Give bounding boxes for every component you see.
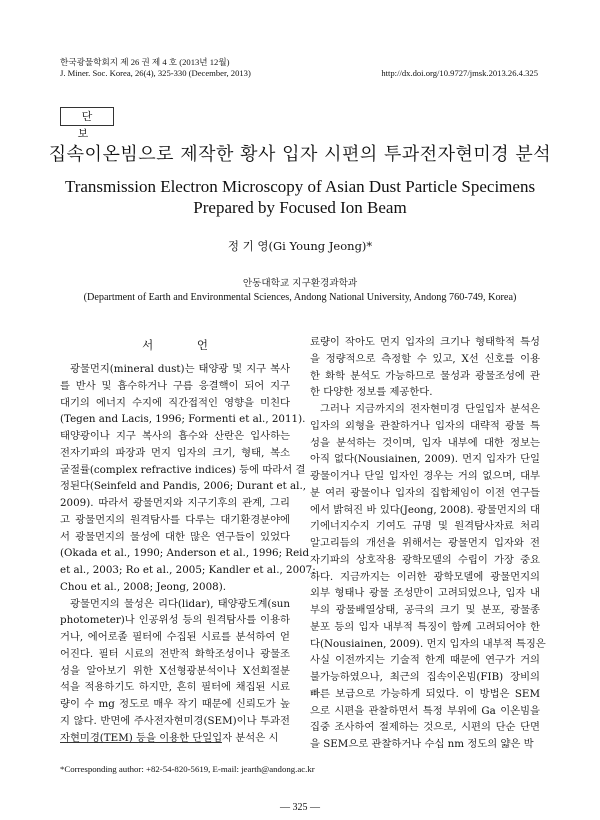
- text-line: 성을 알아보기 위한 X선형광분석이나 X선회절분: [60, 664, 290, 677]
- text-line: 정된다(Seinfeld and Pandis, 2006; Durant et al.,: [60, 480, 306, 493]
- text-line: 그러나 지금까지의 전자현미경 단일입자 분석은: [320, 403, 540, 415]
- paragraph: [310, 401, 546, 753]
- text-line: 에서 밝혀진 바 있다(Jeong, 2008). 광물먼지의 대: [310, 503, 540, 516]
- journal-citation: J. Miner. Soc. Korea, 26(4), 325-330 (December, 2013): [60, 68, 251, 78]
- text-line: 광물먼지의 물성은 리다(lidar), 태양광도계(sun: [70, 597, 290, 610]
- title-english-line: Prepared by Focused Ion Beam: [193, 198, 407, 217]
- text-line: 빠른 보급으로 가능하게 되었다. 이 방법은 SEM: [310, 687, 540, 700]
- text-line: 서 광물먼지의 물성에 대한 많은 연구들이 있었다: [60, 530, 290, 543]
- text-line: 고 광물먼지의 원격탐사를 다루는 대기환경분야에: [60, 513, 290, 526]
- text-line: 한 화학 분석도 가능하므로 물성과 광물조성에 관: [310, 369, 540, 382]
- text-line: (Tegen and Lacis, 1996; Formenti et al., 2011).: [60, 413, 306, 426]
- journal-issue-ko: 한국광물학회지 제 26 권 제 4 호 (2013년 12월): [60, 57, 230, 67]
- text-line: photometer)나 인공위성 등의 원격탐사를 이용하: [60, 614, 290, 627]
- text-line: 굴절률(complex refractive indices) 등에 따라서 결: [60, 463, 306, 476]
- text-line: 를 반사 및 흡수하거나 구름 응결핵이 되어 지구: [60, 379, 290, 392]
- text-line: 아직 없다(Nousiainen, 2009). 먼지 입자가 단일: [310, 453, 540, 466]
- text-line: 집중 조사하여 절제하는 것으로, 시편의 단순 단면: [310, 721, 540, 734]
- text-line: 을 SEM으로 관찰하거나 수십 nm 정도의 얇은 박: [310, 738, 534, 750]
- text-line: 대기의 에너지 수지에 직간접적인 영향을 미친다: [60, 396, 290, 409]
- paragraph: [60, 596, 290, 747]
- text-line: 으로 시편을 관찰하면서 특정 부위에 Ga 이온빔을: [310, 704, 540, 717]
- left-column: [60, 335, 316, 746]
- title-english: [0, 176, 600, 218]
- right-column-body: [310, 334, 546, 753]
- affiliation: [0, 277, 600, 305]
- title-english-line: Transmission Electron Microscopy of Asian Dust Particle Specimens: [64, 177, 536, 196]
- section-title: 서 언: [142, 338, 228, 352]
- text-line: 광물이거나 단일 입자인 경우는 거의 없으며, 대부: [310, 470, 540, 482]
- text-line: 을 정량적으로 측정할 수 있고, X선 신호를 이용: [310, 352, 540, 365]
- page-number: — 325 —: [280, 802, 320, 813]
- text-line: 석을 적용하기도 하지만, 흔히 필터에 채집된 시료: [60, 681, 290, 694]
- text-line: 어진다. 필터 시료의 전반적 화학조성이나 광물조: [60, 647, 290, 660]
- left-column-body: [60, 361, 316, 746]
- text-line: 자현미경(TEM) 등을 이용한 단일입자 분석은 시: [60, 731, 279, 744]
- text-line: 분포 등의 입자 내부적 특징이 함께 고려되어야 한: [310, 620, 540, 633]
- text-line: 전자기파의 파장과 먼지 입자의 크기, 형태, 복소: [60, 446, 290, 459]
- affiliation-english: (Department of Earth and Environmental Sciences, Andong National University, Andong 760-749, Korea): [83, 292, 517, 303]
- text-line: 자기파의 상호작용 광학모델의 수립이 가장 중요: [310, 553, 540, 566]
- text-line: Chou et al., 2008; Jeong, 2008).: [60, 580, 227, 593]
- text-line: 입자의 외형을 관찰하거나 입자의 대략적 광물 특: [310, 419, 540, 432]
- text-line: et al., 2003; Ro et al., 2005; Kandler et al., 2007;: [60, 564, 316, 576]
- title-korean: 집속이온빔으로 제작한 황사 입자 시편의 투과전자현미경 분석: [48, 144, 552, 165]
- author: 정 기 영(Gi Young Jeong)*: [227, 239, 373, 253]
- text-line: 료량이 작아도 먼지 입자의 크기나 형태학적 특성: [310, 336, 540, 348]
- paragraph: [310, 334, 540, 401]
- text-line: 태양광이나 지구 복사의 흡수와 산란은 입사하는: [60, 430, 290, 442]
- text-line: 성을 분석하는 것이며, 입자 내부에 대한 정보는: [310, 436, 540, 449]
- text-line: 지 않다. 반면에 주사전자현미경(SEM)이나 투과전: [60, 714, 290, 727]
- text-line: 한 다양한 정보를 제공한다.: [310, 386, 433, 399]
- text-line: 사실 이전까지는 기술적 한계 때문에 연구가 거의: [310, 654, 540, 667]
- text-line: 다(Nousiainen, 2009). 먼지 입자의 내부적 특징은: [310, 637, 546, 650]
- footnote-divider: [60, 742, 222, 743]
- text-line: 부의 광물배열상태, 공극의 크기 및 분포, 광물종: [310, 604, 540, 616]
- text-line: (Okada et al., 1990; Anderson et al., 1996; Reid: [60, 547, 310, 560]
- text-line: 외부 형태나 광물 조성만이 고려되었으나, 입자 내: [310, 587, 540, 600]
- paragraph: [60, 361, 316, 596]
- text-line: 불가능하였으나, 최근의 집속이온빔(FIB) 장비의: [310, 671, 540, 683]
- doi-link[interactable]: http://dx.doi.org/10.9727/jmsk.2013.26.4.325: [381, 68, 538, 78]
- article-type-badge: 단 보: [60, 107, 114, 126]
- right-column: [310, 334, 546, 753]
- text-line: 기에너지수지 기여도 규명 및 원격탐사자료 처리: [310, 520, 540, 533]
- text-line: 2009). 따라서 광물먼지와 지구기후의 관계, 그리: [60, 497, 290, 509]
- text-line: 량이 수 mg 정도로 매우 작기 때문에 신뢰도가 높: [60, 698, 290, 710]
- footnote: *Corresponding author: +82-54-820-5619, E-mail: jearth@andong.ac.kr: [60, 764, 315, 774]
- text-line: 분 여러 광물이나 입자의 집합체임이 이전 연구들: [310, 486, 540, 499]
- text-line: 광물먼지(mineral dust)는 태양광 및 지구 복사: [70, 363, 290, 375]
- affiliation-korean: 안동대학교 지구환경과학과: [242, 278, 358, 289]
- text-line: 하다. 지금까지는 이러한 광학모델에 광물먼지의: [310, 570, 540, 583]
- text-line: 알고리듬의 개선을 위해서는 광물먼지 입자와 전: [310, 537, 540, 549]
- text-line: 거나, 에어로졸 필터에 수집된 시료를 분석하여 얻: [60, 631, 290, 643]
